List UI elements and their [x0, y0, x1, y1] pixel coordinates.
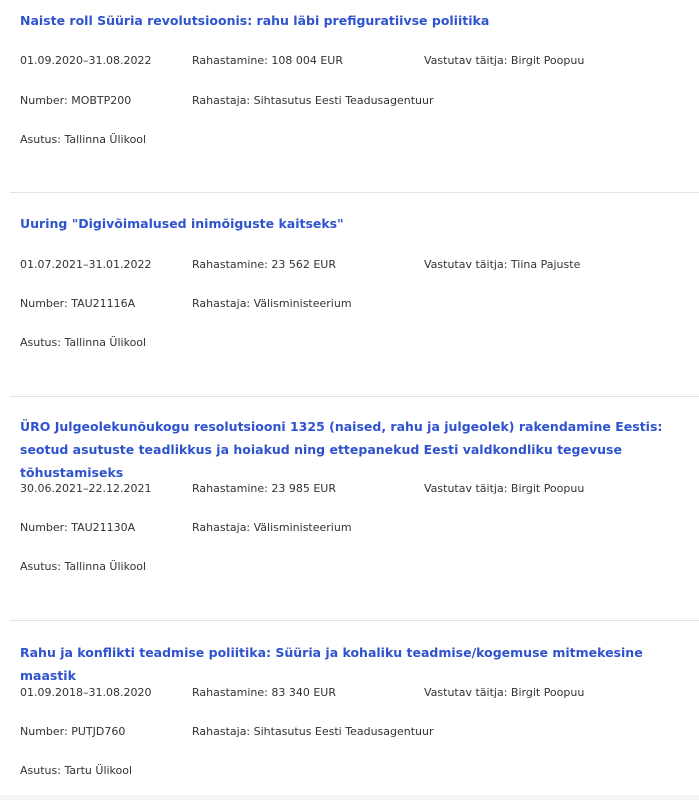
project-lead: Vastutav täitja: Birgit Poopuu — [424, 54, 585, 67]
project-institution: Asutus: Tallinna Ülikool — [20, 560, 147, 573]
project-period: 01.07.2021–31.01.2022 — [20, 258, 152, 271]
project-divider — [10, 192, 699, 193]
project-lead: Vastutav täitja: Birgit Poopuu — [424, 482, 585, 495]
bottom-strip — [0, 795, 699, 800]
project-title-link[interactable]: Naiste roll Süüria revolutsioonis: rahu läbi prefiguratiivse poliitika — [20, 13, 490, 28]
project-funding: Rahastamine: 23 562 EUR — [192, 258, 336, 271]
project-institution: Asutus: Tallinna Ülikool — [20, 133, 147, 146]
project-lead: Vastutav täitja: Tiina Pajuste — [424, 258, 581, 271]
project-number: Number: TAU21130A — [20, 521, 136, 534]
project-number: Number: MOBTP200 — [20, 94, 132, 107]
project-lead: Vastutav täitja: Birgit Poopuu — [424, 686, 585, 699]
project-number: Number: TAU21116A — [20, 297, 136, 310]
project-funder: Rahastaja: Välisministeerium — [192, 521, 352, 534]
project-period: 01.09.2018–31.08.2020 — [20, 686, 152, 699]
project-period: 01.09.2020–31.08.2022 — [20, 54, 152, 67]
project-funder: Rahastaja: Sihtasutus Eesti Teadusagentuur — [192, 94, 434, 107]
project-funder: Rahastaja: Sihtasutus Eesti Teadusagentuur — [192, 725, 434, 738]
project-title-link[interactable]: ÜRO Julgeolekunõukogu resolutsiooni 1325 (naised, rahu ja julgeolek) rakendamine Eestis: seotud asutuste teadlikkus ja hoiakud ning ettepanekud Eesti valdkondliku tegevuse tõhustamiseks — [20, 419, 663, 480]
project-funder: Rahastaja: Välisministeerium — [192, 297, 352, 310]
project-institution: Asutus: Tallinna Ülikool — [20, 336, 147, 349]
project-divider — [10, 396, 699, 397]
project-title-link[interactable]: Uuring "Digivõimalused inimõiguste kaitseks" — [20, 216, 344, 231]
project-funding: Rahastamine: 83 340 EUR — [192, 686, 336, 699]
project-funding: Rahastamine: 108 004 EUR — [192, 54, 343, 67]
project-divider — [10, 620, 699, 621]
project-number: Number: PUTJD760 — [20, 725, 126, 738]
project-title-link[interactable]: Rahu ja konflikti teadmise poliitika: Süüria ja kohaliku teadmise/kogemuse mitmekesine maastik — [20, 645, 643, 683]
project-institution: Asutus: Tartu Ülikool — [20, 764, 133, 777]
project-funding: Rahastamine: 23 985 EUR — [192, 482, 336, 495]
project-period: 30.06.2021–22.12.2021 — [20, 482, 152, 495]
